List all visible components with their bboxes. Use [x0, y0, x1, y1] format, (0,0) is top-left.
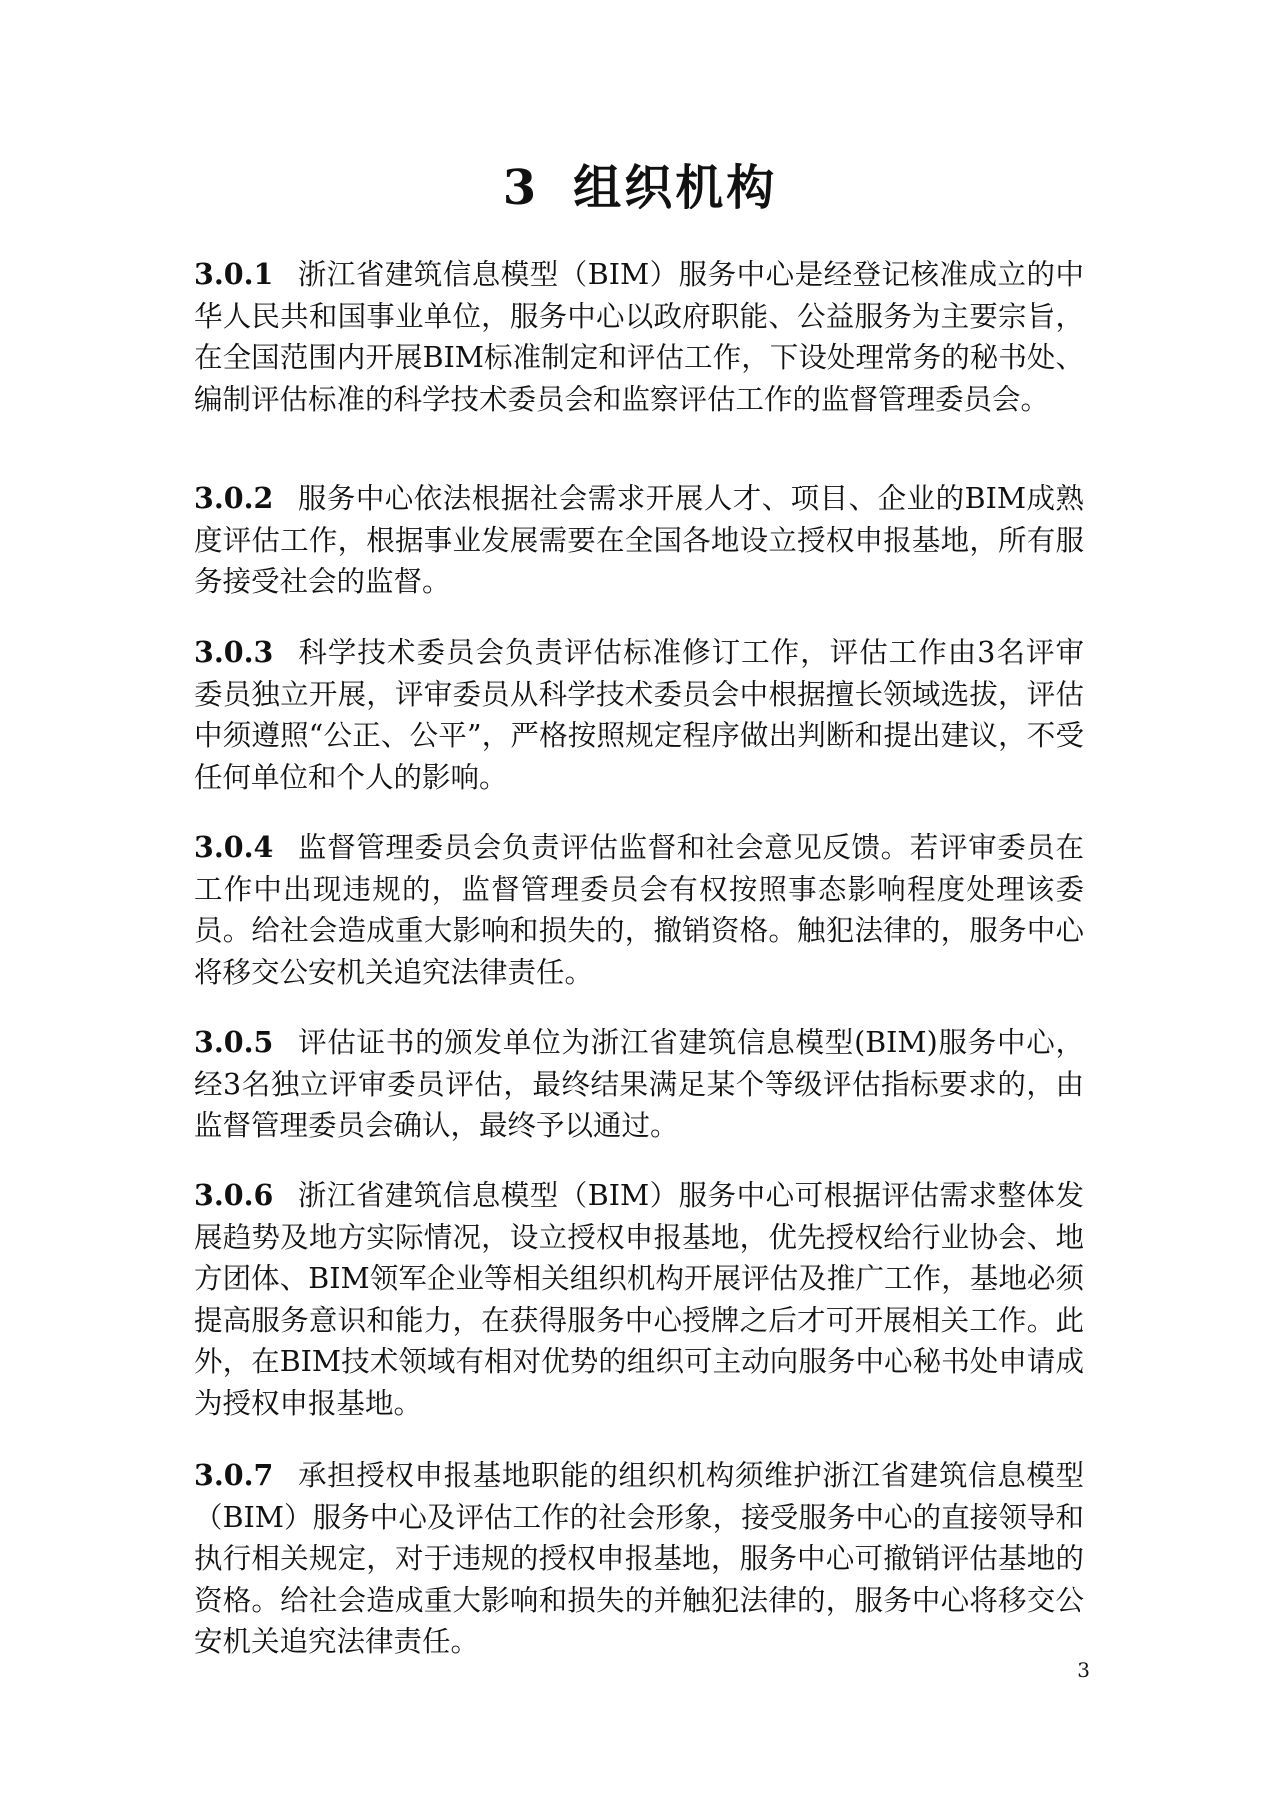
clause-text: 监督管理委员会负责评估监督和社会意见反馈。若评审委员在工作中出现违规的，监督管理委员会有权按照事态影响程度处理该委员。给社会造成重大影响和损失的，撤销资格。触犯法律的，服务中心将移交公安机关追究法律责任。: [194, 831, 1084, 989]
clause-3-0-1: [194, 254, 1084, 420]
clause-text: 科学技术委员会负责评估标准修订工作，评估工作由3名评审委员独立开展，评审委员从科学技术委员会中根据擅长领域选拔，评估中须遵照“公正、公平”，严格按照规定程序做出判断和提出建议，不受任何单位和个人的影响。: [194, 636, 1084, 794]
chapter-title-text: 组织机构: [573, 160, 778, 216]
page-number: 3: [1077, 1658, 1090, 1682]
clause-number: 3.0.7: [194, 1458, 274, 1492]
clause-3-0-7: [194, 1455, 1084, 1663]
clause-text: 服务中心依法根据社会需求开展人才、项目、企业的BIM成熟度评估工作，根据事业发展需要在全国各地设立授权申报基地，所有服务接受社会的监督。: [194, 482, 1084, 598]
clause-text: 评估证书的颁发单位为浙江省建筑信息模型(BIM)服务中心，经3名独立评审委员评估，最终结果满足某个等级评估指标要求的，由监督管理委员会确认，最终予以通过。: [194, 1026, 1084, 1142]
clause-number: 3.0.5: [194, 1025, 274, 1059]
clause-3-0-4: [194, 827, 1084, 993]
clause-3-0-5: [194, 1022, 1084, 1147]
clause-number: 3.0.4: [194, 830, 274, 864]
clause-number: 3.0.1: [194, 257, 274, 291]
clause-number: 3.0.6: [194, 1178, 274, 1212]
chapter-title: [0, 158, 1280, 218]
clause-number: 3.0.3: [194, 635, 274, 669]
clause-text: 浙江省建筑信息模型（BIM）服务中心可根据评估需求整体发展趋势及地方实际情况，设立授权申报基地，优先授权给行业协会、地方团体、BIM领军企业等相关组织机构开展评估及推广工作，基地必须提高服务意识和能力，在获得服务中心授牌之后才可开展相关工作。此外，在BIM技术领域有相对优势的组织可主动向服务中心秘书处申请成为授权申报基地。: [194, 1179, 1084, 1420]
clause-3-0-3: [194, 632, 1084, 798]
clause-3-0-2: [194, 478, 1084, 603]
clause-text: 承担授权申报基地职能的组织机构须维护浙江省建筑信息模型（BIM）服务中心及评估工作的社会形象，接受服务中心的直接领导和执行相关规定，对于违规的授权申报基地，服务中心可撤销评估基地的资格。给社会造成重大影响和损失的并触犯法律的，服务中心将移交公安机关追究法律责任。: [194, 1459, 1084, 1658]
clause-text: 浙江省建筑信息模型（BIM）服务中心是经登记核准成立的中华人民共和国事业单位，服务中心以政府职能、公益服务为主要宗旨，在全国范围内开展BIM标准制定和评估工作，下设处理常务的秘书处、编制评估标准的科学技术委员会和监察评估工作的监督管理委员会。: [194, 258, 1084, 416]
clause-3-0-6: [194, 1175, 1084, 1424]
chapter-number: 3: [502, 160, 540, 216]
clause-number: 3.0.2: [194, 481, 274, 515]
